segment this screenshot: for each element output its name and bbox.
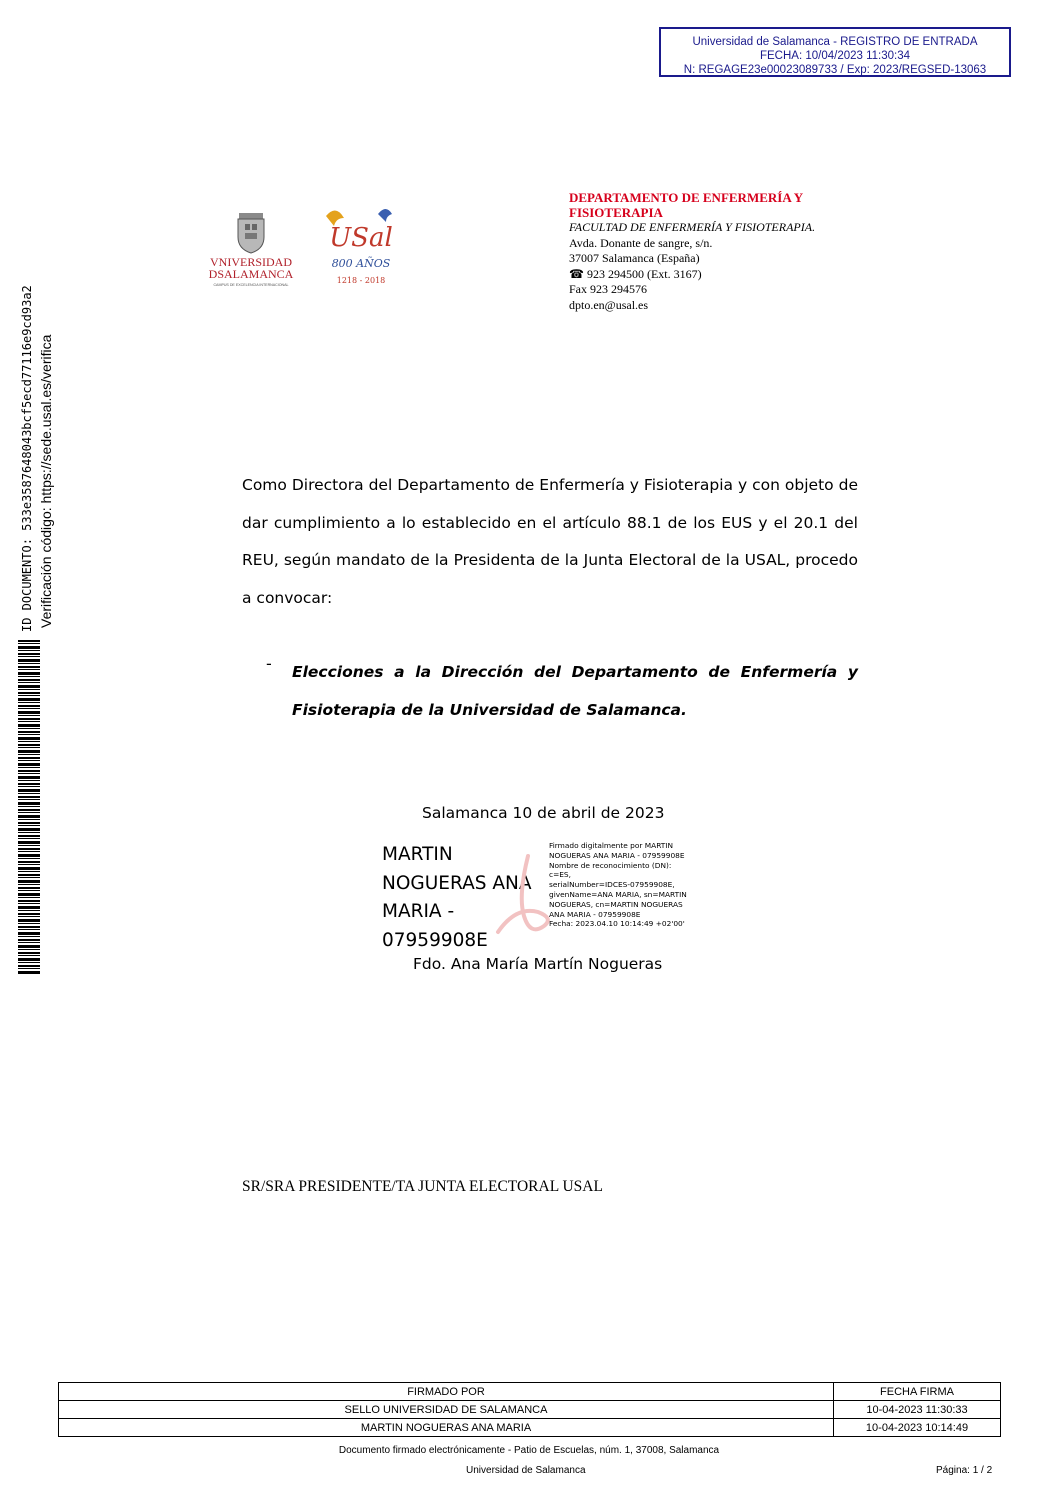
footer-org: Universidad de Salamanca bbox=[466, 1465, 586, 1476]
date-cell: 10-04-2023 11:30:33 bbox=[834, 1401, 1001, 1419]
signature-detail-line: NOGUERAS, cn=MARTIN NOGUERAS bbox=[549, 899, 683, 909]
header-sign-date: FECHA FIRMA bbox=[834, 1383, 1001, 1401]
table-header-row bbox=[59, 1383, 1001, 1401]
department-header bbox=[569, 190, 869, 313]
signer-name-line4: 07959908E bbox=[382, 929, 488, 951]
date-cell: 10-04-2023 10:14:49 bbox=[834, 1419, 1001, 1437]
department-title-line1: DEPARTAMENTO DE ENFERMERÍA Y bbox=[569, 190, 804, 205]
registry-stamp bbox=[659, 27, 1011, 77]
phone: ☎ 923 294500 (Ext. 3167) bbox=[569, 266, 702, 281]
university-crest-icon bbox=[238, 213, 264, 253]
dragon-icon bbox=[378, 209, 392, 222]
signature-detail-line: NOGUERAS ANA MARIA - 07959908E bbox=[549, 850, 685, 860]
anniversary-title: 800 AÑOS bbox=[331, 257, 391, 270]
signature-detail-line: Nombre de reconocimiento (DN): bbox=[549, 860, 672, 870]
stamp-line-3: N: REGAGE23e00023089733 / Exp: 2023/REGSED-13063 bbox=[683, 64, 987, 76]
signature-detail-line: Firmado digitalmente por MARTIN bbox=[549, 841, 674, 850]
anniversary-years: 1218 - 2018 bbox=[336, 276, 386, 285]
faculty-name: FACULTAD DE ENFERMERÍA Y FISIOTERAPIA. bbox=[569, 220, 816, 234]
signer-name-line2: NOGUERAS ANA bbox=[382, 872, 532, 894]
fax: Fax 923 294576 bbox=[569, 282, 647, 296]
stamp-line-2: FECHA: 10/04/2023 11:30:34 bbox=[759, 50, 911, 62]
email: dpto.en@usal.es bbox=[569, 297, 649, 312]
signature-detail-line: givenName=ANA MARIA, sn=MARTIN bbox=[549, 889, 687, 899]
page-number: Página: 1 / 2 bbox=[936, 1465, 993, 1476]
bullet-dash: - bbox=[266, 654, 272, 673]
signature-detail-line: c=ES, bbox=[549, 870, 571, 880]
anniversary-mark: USal bbox=[329, 223, 393, 253]
university-tagline: CAMPUS DE EXCELENCIA INTERNACIONAL bbox=[213, 283, 289, 287]
signature-detail-line: Fecha: 2023.04.10 10:14:49 +02'00' bbox=[549, 919, 685, 929]
barcode bbox=[18, 640, 40, 975]
signer-name-line3: MARIA - bbox=[382, 901, 455, 922]
recipient: SR/SRA PRESIDENTE/TA JUNTA ELECTORAL USAL bbox=[242, 1178, 603, 1195]
signature-detail-line: ANA MARIA - 07959908E bbox=[549, 909, 641, 919]
document-id: ID DOCUMENTO: 533e3587648043bcf5ecd77116e9cd93a2 bbox=[20, 285, 34, 632]
signer-name-line1: MARTIN bbox=[382, 844, 453, 865]
address: Avda. Donante de sangre, s/n. bbox=[569, 235, 713, 250]
city: 37007 Salamanca (España) bbox=[569, 251, 700, 265]
signature-table bbox=[58, 1382, 1001, 1437]
footer-note: Documento firmado electrónicamente - Patio de Escuelas, núm. 1, 37008, Salamanca bbox=[338, 1445, 720, 1456]
anniversary-logo bbox=[318, 200, 404, 288]
university-logo bbox=[196, 210, 306, 288]
body-paragraph: Como Directora del Departamento de Enfermería y Fisioterapia y con objeto de dar cumplimiento a lo establecido en el artículo 88.1 de los EUS y el 20.1 del REU, según mandato de la Presidenta de la Junta Electoral de la USAL, procedo a convocar: bbox=[242, 476, 858, 607]
verification-link: Verificación código: https://sede.usal.es/verifica bbox=[38, 334, 54, 628]
signer-cell: MARTIN NOGUERAS ANA MARIA bbox=[59, 1419, 834, 1437]
place-date: Salamanca 10 de abril de 2023 bbox=[422, 804, 665, 822]
university-name-line2: DSALAMANCA bbox=[208, 267, 294, 281]
table-row bbox=[59, 1419, 1001, 1437]
department-title-line2: FISIOTERAPIA bbox=[569, 205, 663, 220]
election-announcement: Elecciones a la Dirección del Departamento de Enfermería y Fisioterapia de la Universidad de Salamanca. bbox=[292, 663, 858, 719]
university-name-line1: VNIVERSIDAD bbox=[210, 255, 292, 269]
header-signed-by: FIRMADO POR bbox=[59, 1383, 834, 1401]
stamp-line-1: Universidad de Salamanca - REGISTRO DE ENTRADA bbox=[692, 36, 978, 48]
signer-cell: SELLO UNIVERSIDAD DE SALAMANCA bbox=[59, 1401, 834, 1419]
signed-by: Fdo. Ana María Martín Nogueras bbox=[413, 955, 663, 973]
signature-detail-line: serialNumber=IDCES-07959908E, bbox=[549, 880, 675, 890]
table-row bbox=[59, 1401, 1001, 1419]
signature-details bbox=[549, 841, 719, 929]
